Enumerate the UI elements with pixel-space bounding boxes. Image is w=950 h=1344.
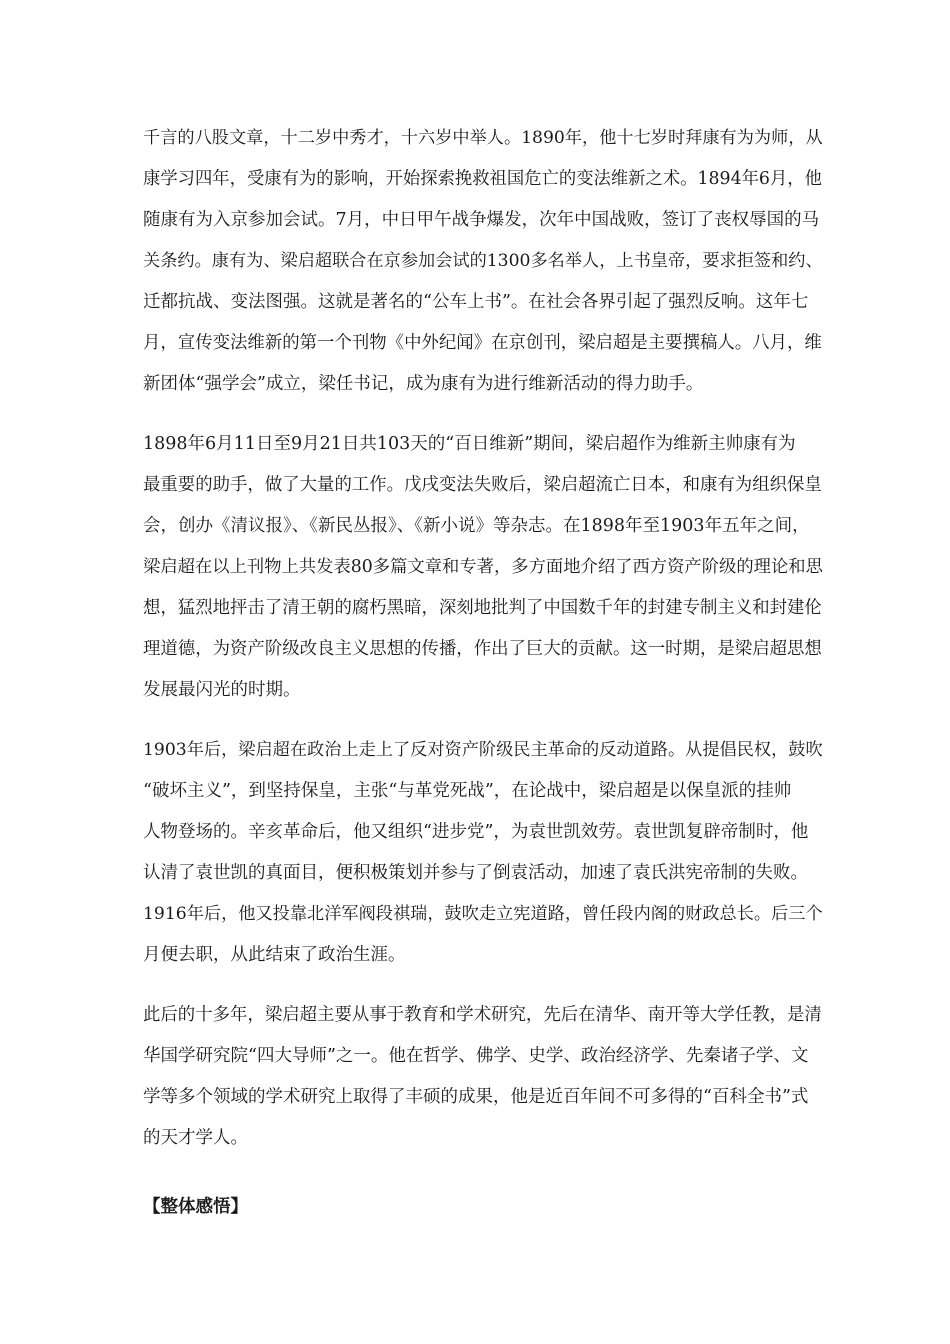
paragraph-line: 理道德，为资产阶级改良主义思想的传播，作出了巨大的贡献。这一时期，是梁启超思想 [143, 639, 822, 659]
paragraph-line: 的天才学人。 [143, 1128, 248, 1148]
paragraph-line: 人物登场的。辛亥革命后，他又组织“进步党”，为袁世凯效劳。袁世凯复辟帝制时，他 [143, 822, 809, 842]
paragraph-line: 想，猛烈地抨击了清王朝的腐朽黑暗，深刻地批判了中国数千年的封建专制主义和封建伦 [143, 598, 822, 618]
paragraph-line: 1898年6月11日至9月21日共103天的“百日维新”期间，梁启超作为维新主帅康有为 [143, 434, 796, 454]
paragraph-line: 月，宣传变法维新的第一个刊物《中外纪闻》在京创刊，梁启超是主要撰稿人。八月，维 [143, 333, 822, 353]
paragraph-line: 发展最闪光的时期。 [143, 680, 301, 700]
paragraph-line: 迁都抗战、变法图强。这就是著名的“公车上书”。在社会各界引起了强烈反响。这年七 [143, 292, 809, 312]
paragraph-line: 此后的十多年，梁启超主要从事于教育和学术研究，先后在清华、南开等大学任教，是清 [143, 1005, 822, 1025]
paragraph-line: 最重要的助手，做了大量的工作。戊戌变法失败后，梁启超流亡日本，和康有为组织保皇 [143, 475, 822, 495]
paragraph-line: 华国学研究院“四大导师”之一。他在哲学、佛学、史学、政治经济学、先秦诸子学、文 [143, 1046, 809, 1066]
paragraph-line: 月便去职，从此结束了政治生涯。 [143, 945, 406, 965]
paragraph-line: 梁启超在以上刊物上共发表80多篇文章和专著，多方面地介绍了西方资产阶级的理论和思 [143, 557, 823, 577]
paragraph-line: 学等多个领域的学术研究上取得了丰硕的成果，他是近百年间不可多得的“百科全书”式 [143, 1087, 809, 1107]
section-heading: 【整体感悟】 [143, 1197, 248, 1217]
paragraph-line: 认清了袁世凯的真面目，便积极策划并参与了倒袁活动，加速了袁氏洪宪帝制的失败。 [143, 863, 808, 883]
paragraph-line: 1916年后，他又投靠北洋军阀段祺瑞，鼓吹走立宪道路，曾任段内阁的财政总长。后三个 [143, 904, 823, 924]
paragraph-line: 新团体“强学会”成立，梁任书记，成为康有为进行维新活动的得力助手。 [143, 374, 704, 394]
paragraph-line: 关条约。康有为、梁启超联合在京参加会试的1300多名举人，上书皇帝，要求拒签和约、 [143, 251, 823, 271]
paragraph-line: 康学习四年，受康有为的影响，开始探索挽救祖国危亡的变法维新之术。1894年6月，他 [143, 169, 822, 189]
paragraph-line: 随康有为入京参加会试。7月，中日甲午战争爆发，次年中国战败，签订了丧权辱国的马 [143, 210, 820, 230]
paragraph-line: “破坏主义”，到坚持保皇，主张“与革党死战”，在论战中，梁启超是以保皇派的挂帅 [143, 781, 792, 801]
paragraph-line: 千言的八股文章，十二岁中秀才，十六岁中举人。1890年，他十七岁时拜康有为为师，从 [143, 128, 823, 148]
paragraph-line: 1903年后，梁启超在政治上走上了反对资产阶级民主革命的反动道路。从提倡民权，鼓吹 [143, 740, 823, 760]
paragraph-line: 会，创办《清议报》、《新民丛报》、《新小说》等杂志。在1898年至1903年五年之间， [143, 516, 810, 536]
